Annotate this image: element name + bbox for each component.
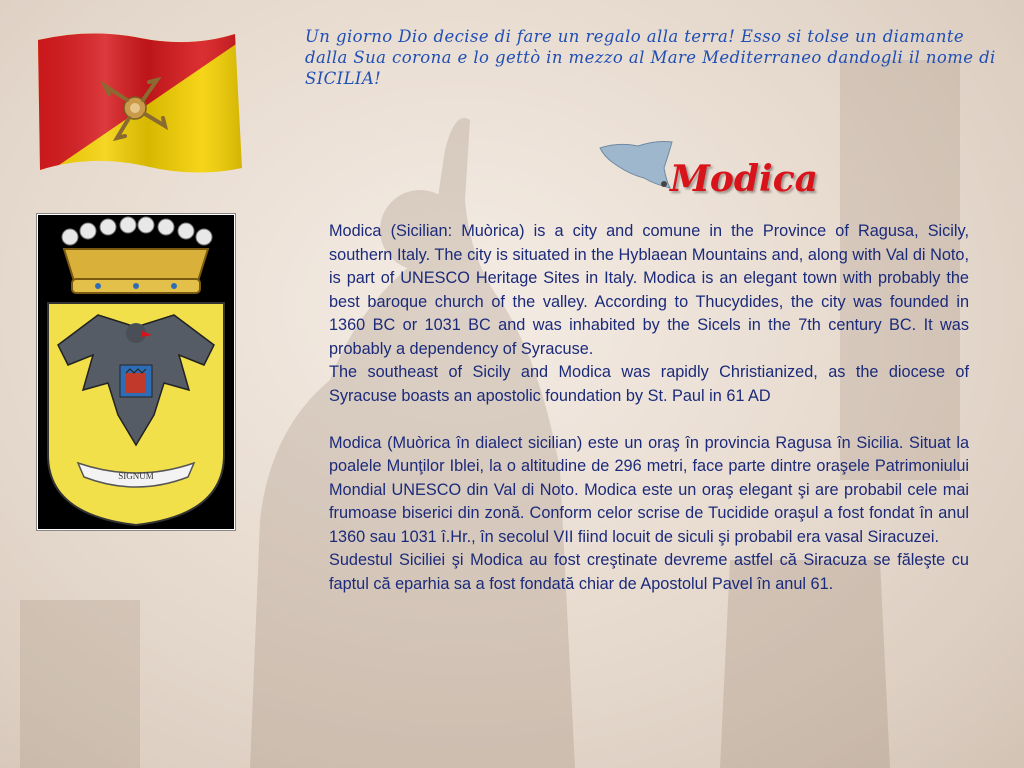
header-quote: Un giorno Dio decise di fare un regalo alla terra! Esso si tolse un diamante dalla Sua corona e lo gettò in mezzo al Mare Mediterraneo dandogli il nome di SICILIA! [305,27,996,88]
sicily-flag-image [30,28,245,178]
crest-ribbon-text: SIGNUM [118,471,154,481]
article-body [329,220,969,596]
paragraph-en-1: Modica (Sicilian: Muòrica) is a city and comune in the Province of Ragusa, Sicily, southern Italy. The city is situated in the Hyblaean Mountains and, along with Val di Noto, is part of UNESCO Heritage Sites in Italy. Modica is an elegant town with probably the best baroque church of the valley. According to Thucydides, the city was founded in 1360 BC or 1031 BC and was inhabited by the Sicels in the 7th century BC. It was probably a dependency of Syracuse. [329,222,969,358]
crown-icon [62,217,212,293]
page-title: Modica [670,158,818,200]
paragraph-en-2: The southeast of Sicily and Modica was rapidly Christianized, as the diocese of Syracuse boasts an apostolic foundation by St. Paul in 61 AD [329,363,969,405]
sicily-map-icon [598,138,678,194]
paragraph-ro-2: Sudestul Siciliei şi Modica au fost creştinate devreme astfel că Siracuza se făleşte cu faptul că eparhia sa a fost fondată chiar de Apostolul Pavel în anul 61. [329,551,969,593]
paragraph-ro-1: Modica (Muòrica în dialect sicilian) este un oraş în provincia Ragusa în Sicilia. Situat la poalele Munţilor Iblei, la o altitudine de 296 metri, face parte dintre oraşele Patrimoniului Mondial UNESCO din Val di Noto. Modica este un oraş elegant şi are probabil cele mai frumoase biserici din zonă. Conform celor scrise de Tucidide oraşul a fost fondat în anul 1360 sau 1031 î.Hr., în secolul VII fiind locuit de siculi şi probabil era vasal Siracuzei. [329,433,969,546]
modica-coat-of-arms-image [37,214,235,530]
